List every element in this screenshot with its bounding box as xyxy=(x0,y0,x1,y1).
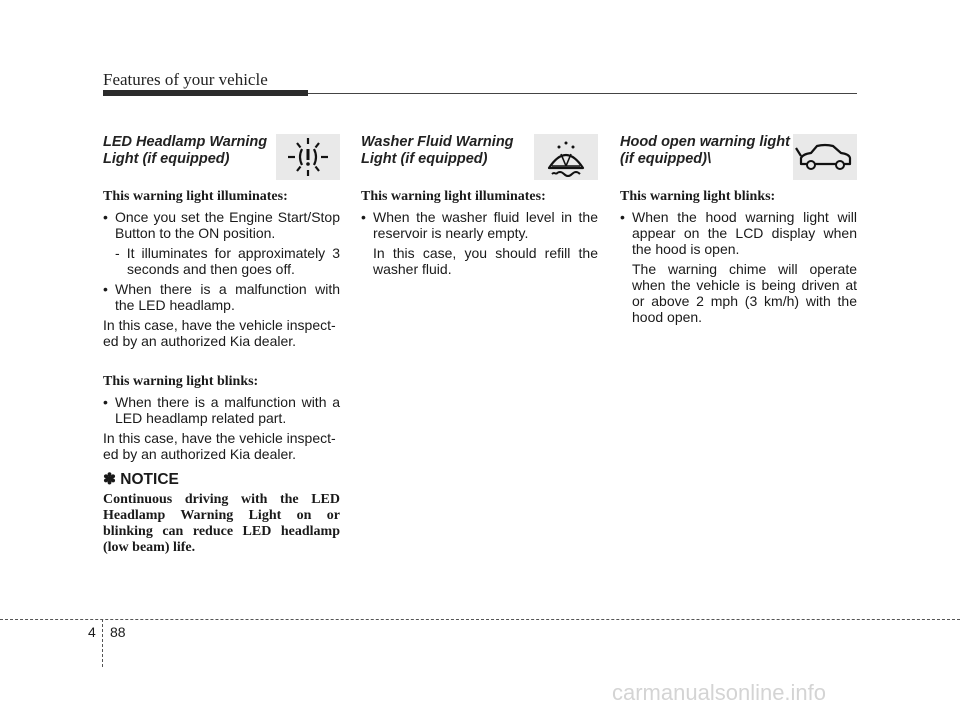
bullet-item: • When there is a malfunction with a LED headlamp related part. xyxy=(103,394,340,426)
sub-bullet-item: - It illuminates for approximately 3 seconds and then goes off. xyxy=(115,245,340,277)
bullet-text: When there is a malfunction with a LED headlamp related part. xyxy=(115,394,340,426)
heading-line-2: Light (if equipped) xyxy=(103,151,230,167)
blinks-heading: This warning light blinks: xyxy=(103,374,259,389)
illuminates-heading: This warning light illuminates: xyxy=(361,189,546,204)
section-title: Features of your vehicle xyxy=(103,70,268,89)
notice-title: ✽ NOTICE xyxy=(103,471,179,488)
notice-text: Continuous driving with the LED Headlamp Warning Light on or blinking can reduce LED headlamp (low beam) life. xyxy=(103,492,340,555)
watermark: carmanualsonline.info xyxy=(612,680,827,705)
footer-divider xyxy=(102,619,103,667)
heading-title xyxy=(620,134,790,168)
header-rule xyxy=(308,93,857,94)
header-bar xyxy=(103,90,308,96)
heading-line-2: Light (if equipped) xyxy=(361,151,488,167)
bullet-item: • Once you set the Engine Start/Stop Button to the ON position. xyxy=(103,209,340,241)
bullet-text: When the washer fluid level in the reservoir is nearly empty. xyxy=(373,209,598,241)
paragraph: In this case, have the vehicle inspect- ed by an authorized Kia dealer. xyxy=(103,430,336,462)
blinks-heading: This warning light blinks: xyxy=(620,189,776,204)
bullet-text: When the hood warning light will appear on the LCD display when the hood is open. xyxy=(632,209,857,257)
heading-line-1: Hood open warning light xyxy=(620,134,790,150)
section-heading xyxy=(103,134,340,182)
page-number: 88 xyxy=(110,624,126,640)
heading-line-1: LED Headlamp Warning xyxy=(103,134,268,150)
paragraph: In this case, have the vehicle inspect- ed by an authorized Kia dealer. xyxy=(103,317,336,349)
bullet-item: • When the hood warning light will appear on the LCD display when the hood is open. xyxy=(620,209,857,257)
section-heading xyxy=(361,134,598,182)
continuation-paragraph: The warning chime will operate when the vehicle is being driven at or above 2 mph (3 km/h) with the hood open. xyxy=(632,261,857,325)
washer-fluid-icon xyxy=(534,134,598,180)
column-hood-open xyxy=(620,134,857,329)
led-headlamp-warning-icon xyxy=(276,134,340,180)
column-washer-fluid xyxy=(361,134,598,281)
illuminates-heading: This warning light illuminates: xyxy=(103,189,288,204)
bullet-item: • When the washer fluid level in the reservoir is nearly empty. xyxy=(361,209,598,241)
bullet-text: Once you set the Engine Start/Stop Button to the ON position. xyxy=(115,209,340,241)
continuation-paragraph: In this case, you should refill the washer fluid. xyxy=(373,245,598,277)
heading-line-2: (if equipped)\ xyxy=(620,151,712,167)
bullet-text: When there is a malfunction with the LED headlamp. xyxy=(115,281,340,313)
footer-rule xyxy=(0,619,960,620)
column-led-headlamp xyxy=(103,134,340,556)
bullet-item: • When there is a malfunction with the LED headlamp. xyxy=(103,281,340,313)
heading-title xyxy=(103,134,273,168)
heading-title xyxy=(361,134,531,168)
section-heading xyxy=(620,134,857,182)
heading-line-1: Washer Fluid Warning xyxy=(361,134,514,150)
hood-open-icon xyxy=(793,134,857,180)
chapter-number: 4 xyxy=(88,624,96,640)
